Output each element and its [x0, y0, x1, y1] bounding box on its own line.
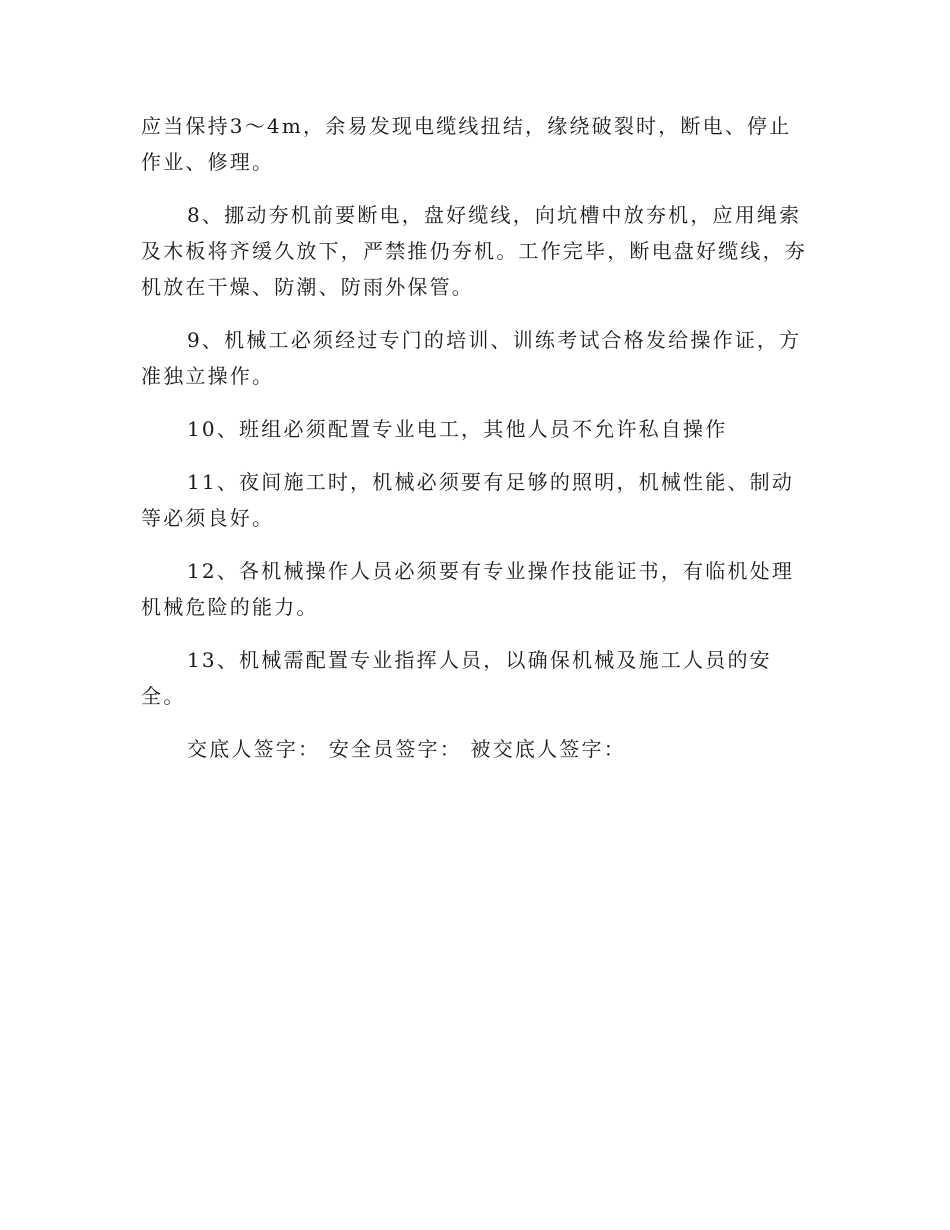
paragraph-item-13: 13、机械需配置专业指挥人员，以确保机械及施工人员的安全。	[141, 648, 772, 708]
paragraph-item-10: 10、班组必须配置专业电工，其他人员不允许私自操作	[187, 417, 728, 441]
paragraph-continuation: 应当保持3～4m，余易发现电缆线扭结，缘绕破裂时，断电、停止作业、修理。	[141, 114, 792, 174]
paragraph-item-8: 8、挪动夯机前要断电，盘好缆线，向坑槽中放夯机，应用绳索及木板将齐缓久放下，严禁推仍夯机。工作完毕，断电盘好缆线，夯机放在干燥、防潮、防雨外保管。	[141, 203, 807, 299]
document-body	[141, 108, 809, 767]
paragraph-item-9: 9、机械工必须经过专门的培训、训练考试合格发给操作证，方准独立操作。	[141, 328, 802, 388]
signature-line: 交底人签字： 安全员签字： 被交底人签字：	[187, 737, 626, 761]
paragraph-item-12: 12、各机械操作人员必须要有专业操作技能证书，有临机处理机械危险的能力。	[141, 559, 795, 619]
paragraph-item-11: 11、夜间施工时，机械必须要有足够的照明，机械性能、制动等必须良好。	[141, 470, 795, 530]
